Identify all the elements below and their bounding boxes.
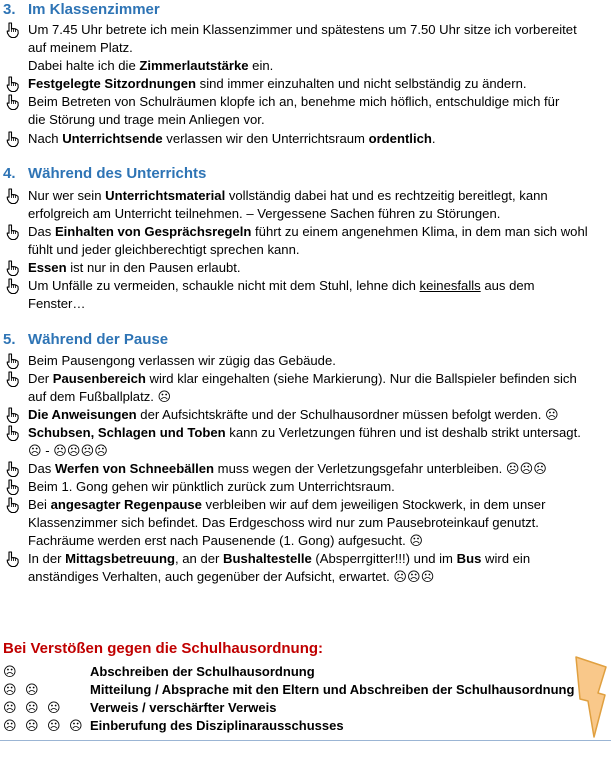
list-item	[0, 21, 611, 76]
text-run: , an der	[174, 551, 224, 566]
item-text	[28, 75, 611, 93]
section-number: 3.	[3, 1, 16, 18]
frown-face-icon: ☹	[47, 718, 61, 733]
section-number: 5.	[3, 331, 16, 348]
frown-face-icon: ☹	[47, 700, 61, 715]
list-item	[0, 496, 611, 551]
penalty-text: Verweis / verschärfter Verweis	[90, 700, 277, 715]
frown-face-icons	[3, 700, 69, 716]
item-text: Klassenzimmer sich befindet. Das Erdgeschoss wird nur zum Pausebroteinkauf genutzt.	[28, 515, 539, 531]
pointing-hand-icon	[4, 460, 22, 478]
item-text: Fachräume werden erst nach Pausenende (1. Gong) aufgesucht. ☹	[28, 533, 424, 549]
list-item	[0, 259, 611, 277]
penalty-row	[0, 664, 611, 682]
item-text: Beim Betreten von Schulräumen klopfe ich an, benehme mich höflich, entschuldige mich für	[28, 94, 560, 109]
emphasis: Mittagsbetreuung	[65, 551, 175, 566]
frown-face-icon: ☹	[25, 682, 39, 697]
section-title: Während des Unterrichts	[28, 165, 207, 182]
text-run: ein.	[248, 58, 274, 74]
item-text	[28, 496, 611, 514]
penalty-row	[0, 682, 611, 700]
pointing-hand-icon	[4, 424, 22, 442]
pointing-hand-icon	[4, 370, 22, 388]
item-text: ☹ - ☹☹☹☹	[28, 443, 108, 459]
penalty-row	[0, 700, 611, 718]
section-title: Im Klassenzimmer	[28, 1, 160, 18]
pointing-hand-icon	[4, 277, 22, 295]
penalty-text: Abschreiben der Schulhausordnung	[90, 664, 315, 679]
list-item	[0, 93, 611, 129]
pointing-hand-icon	[4, 478, 22, 496]
text-run: Bei	[28, 497, 51, 512]
pointing-hand-icon	[4, 223, 22, 241]
bottom-divider	[0, 740, 611, 741]
penalty-text: Einberufung des Disziplinarausschusses	[90, 718, 344, 733]
list-item	[0, 406, 611, 424]
section-heading-4	[3, 165, 206, 183]
text-run: wird klar eingehalten (siehe Markierung). Nur die Ballspieler befinden sich	[145, 371, 577, 386]
frown-face-icon: ☹	[3, 718, 17, 733]
text-run: .	[431, 131, 436, 146]
frown-face-icon: ☹	[3, 664, 17, 679]
emphasis: Pausenbereich	[52, 371, 146, 386]
item-text: erfolgreich am Unterricht teilnehmen. – Vergessene Sachen führen zu Störungen.	[28, 206, 501, 222]
list-item	[0, 370, 611, 406]
penalties-heading: Bei Verstößen gegen die Schulhausordnung:	[3, 640, 324, 657]
section-heading-5	[3, 331, 168, 349]
text-run: führt zu einem angenehmen Klima, in dem man sich wohl	[251, 224, 588, 239]
text-run: Nur wer sein	[28, 188, 106, 203]
text-run: Um Unfälle zu vermeiden, schaukle nicht mit dem Stuhl, lehne dich	[28, 278, 420, 293]
list-item	[0, 550, 611, 586]
text-run: Der	[28, 371, 53, 386]
item-text: anständiges Verhalten, auch gegenüber der Aufsicht, erwartet. ☹☹☹	[28, 569, 435, 585]
emphasis: Unterrichtsende	[62, 131, 163, 146]
emphasis: Unterrichtsmaterial	[105, 188, 226, 203]
text-run: (Absperrgitter!!!) und im	[311, 551, 457, 566]
item-text: fühlt und jeder gleichberechtigt sprechen kann.	[28, 242, 300, 258]
text-run: kann zu Verletzungen führen und ist deshalb strikt untersagt.	[225, 425, 581, 440]
pointing-hand-icon	[4, 406, 22, 424]
item-text	[28, 187, 611, 205]
item-text	[28, 550, 611, 568]
text-run: wird ein	[481, 551, 531, 566]
text-run: muss wegen der Verletzungsgefahr unterbleiben. ☹☹☹	[214, 461, 547, 476]
frown-face-icon: ☹	[3, 682, 17, 697]
text-run: aus dem	[480, 278, 535, 293]
pointing-hand-icon	[4, 187, 22, 205]
item-text: auf meinem Platz.	[28, 40, 133, 56]
emphasis: Bus	[456, 551, 482, 566]
frown-face-icon: ☹	[25, 718, 39, 733]
item-text: Fenster…	[28, 296, 86, 312]
lightning-bolt-icon	[574, 655, 608, 739]
item-text: Beim Pausengong verlassen wir zügig das Gebäude.	[28, 353, 336, 368]
item-text	[28, 223, 611, 241]
item-text	[28, 406, 611, 424]
text-run: Dabei halte ich die	[28, 58, 140, 74]
emphasis: ordentlich	[368, 131, 432, 146]
pointing-hand-icon	[4, 130, 22, 148]
item-text	[28, 57, 611, 75]
pointing-hand-icon	[4, 75, 22, 93]
frown-face-icon: ☹	[3, 700, 17, 715]
list-item	[0, 277, 611, 313]
section-heading-3	[3, 1, 160, 19]
item-text	[28, 277, 611, 295]
list-item	[0, 352, 611, 370]
item-text: Um 7.45 Uhr betrete ich mein Klassenzimmer und spätestens um 7.50 Uhr sitze ich vorbereitet	[28, 22, 577, 37]
list-item	[0, 75, 611, 93]
frown-face-icon: ☹	[25, 700, 39, 715]
frown-face-icons	[3, 718, 91, 734]
text-run: der Aufsichtskräfte und der Schulhausordner müssen befolgt werden. ☹	[136, 407, 559, 422]
section-number: 4.	[3, 165, 16, 182]
text-run: vollständig dabei hat und es rechtzeitig bereitlegt, kann	[225, 188, 548, 203]
item-text	[28, 259, 611, 277]
section-title: Während der Pause	[28, 331, 169, 348]
pointing-hand-icon	[4, 259, 22, 277]
pointing-hand-icon	[4, 550, 22, 568]
item-text: die Störung und trage mein Anliegen vor.	[28, 112, 265, 128]
emphasis: Werfen von Schneebällen	[54, 461, 215, 476]
pointing-hand-icon	[4, 352, 22, 370]
item-text	[28, 130, 611, 148]
emphasis: Bushaltestelle	[223, 551, 312, 566]
text-run: Das	[28, 224, 55, 239]
emphasis: angesagter Regenpause	[50, 497, 202, 512]
item-text	[28, 370, 611, 388]
list-item	[0, 424, 611, 460]
item-text	[28, 424, 611, 442]
emphasis: Die Anweisungen	[28, 407, 137, 422]
text-run: Das	[28, 461, 55, 476]
text-run: ist nur in den Pausen erlaubt.	[66, 260, 241, 275]
pointing-hand-icon	[4, 496, 22, 514]
pointing-hand-icon	[4, 93, 22, 111]
list-item	[0, 460, 611, 478]
pointing-hand-icon	[4, 21, 22, 39]
frown-face-icons	[3, 682, 47, 698]
emphasis: Einhalten von Gesprächsregeln	[54, 224, 252, 239]
text-run: Nach	[28, 131, 63, 146]
emphasis: Essen	[28, 260, 67, 275]
list-item	[0, 187, 611, 223]
penalty-text: Mitteilung / Absprache mit den Eltern und Abschreiben der Schulhausordnung	[90, 682, 575, 697]
item-text: auf dem Fußballplatz. ☹	[28, 389, 172, 405]
underlined-word: keinesfalls	[419, 278, 481, 293]
text-run: In der	[28, 551, 66, 566]
text-run: verbleiben wir auf dem jeweiligen Stockwerk, in dem unser	[201, 497, 546, 512]
penalty-row	[0, 718, 611, 736]
list-item	[0, 478, 611, 496]
list-item	[0, 223, 611, 259]
emphasis: Schubsen, Schlagen und Toben	[28, 425, 226, 440]
list-item	[0, 130, 611, 148]
item-text: Beim 1. Gong gehen wir pünktlich zurück zum Unterrichtsraum.	[28, 479, 395, 494]
frown-face-icons	[3, 664, 25, 680]
emphasis: Zimmerlautstärke	[139, 58, 249, 74]
text-run: sind immer einzuhalten und nicht selbständig zu ändern.	[196, 76, 527, 91]
emphasis: Festgelegte Sitzordnungen	[28, 76, 197, 91]
frown-face-icon: ☹	[69, 718, 83, 733]
item-text	[28, 460, 611, 478]
text-run: verlassen wir den Unterrichtsraum	[162, 131, 369, 146]
